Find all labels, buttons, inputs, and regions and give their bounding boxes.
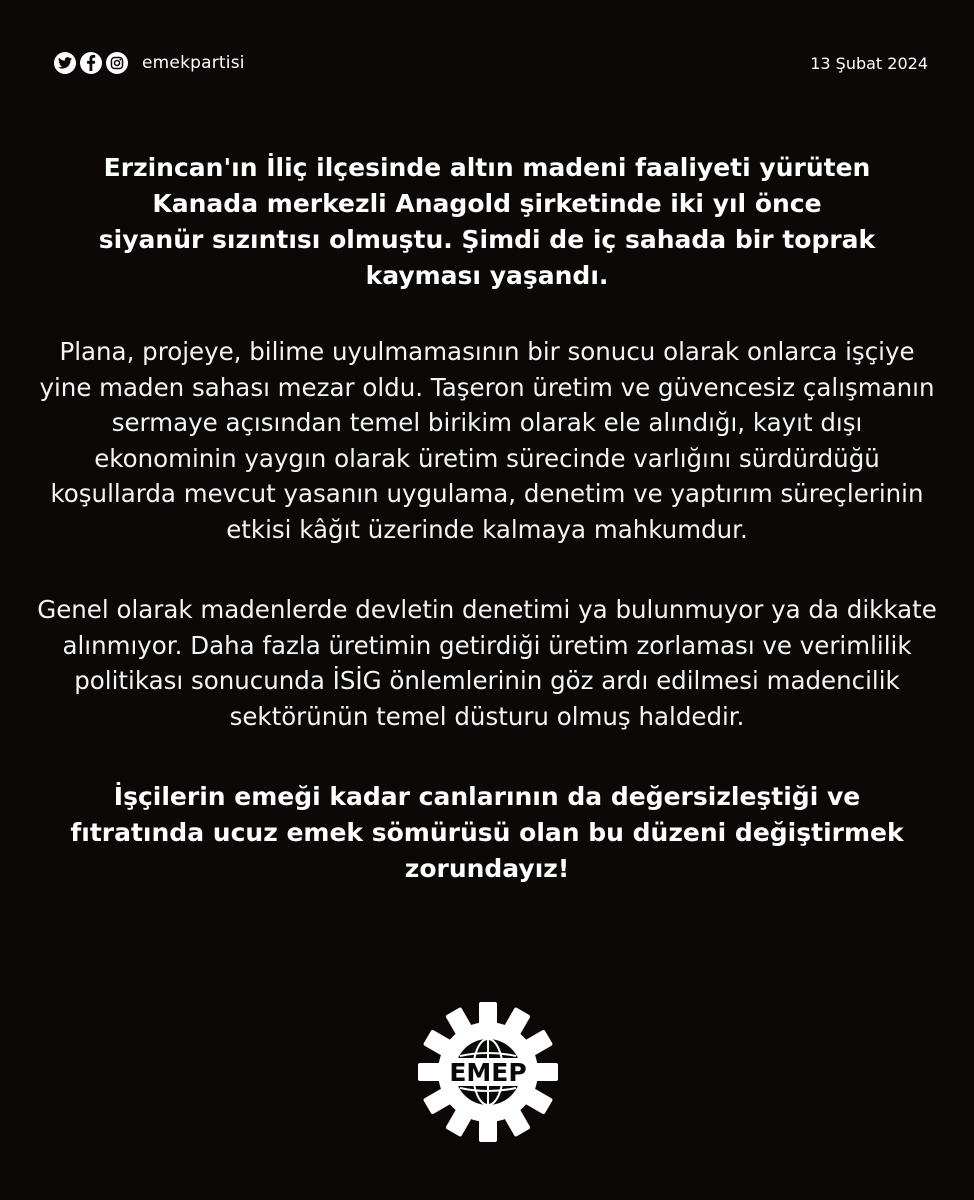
account-handle[interactable]: emekpartisi: [142, 53, 245, 73]
statement-body: [30, 150, 944, 887]
body-paragraph-2: Genel olarak madenlerde devletin denetimi ya bulunmuyor ya da dikkate alınmıyor. Daha fazla üretimin getirdiği üretim zorlaması ve verimlilik politikası sonucunda İSİG önlemlerinin göz ardı edilmesi madencilik sektörünün temel düsturu olmuş haldedir.: [37, 595, 937, 731]
logo-text: EMEP: [449, 1058, 527, 1087]
intro-paragraph: Erzincan'ın İliç ilçesinde altın madeni faaliyeti yürüten Kanada merkezli Anagold şirketinde iki yıl önce siyanür sızıntısı olmuştu. Şimdi de iç sahada bir toprak kayması yaşandı.: [98, 153, 876, 290]
instagram-icon[interactable]: [106, 52, 128, 74]
emep-logo: [416, 1000, 560, 1144]
facebook-icon[interactable]: [80, 52, 102, 74]
post-date: 13 Şubat 2024: [810, 53, 928, 73]
conclusion-paragraph: İşçilerin emeği kadar canlarının da değersizleştiği ve fıtratında ucuz emek sömürüsü olan bu düzeni değiştirmek zorundayız!: [70, 782, 904, 883]
twitter-icon[interactable]: [54, 52, 76, 74]
body-paragraph-1: Plana, projeye, bilime uyulmamasının bir sonucu olarak onlarca işçiye yine maden sahası mezar oldu. Taşeron üretim ve güvencesiz çalışmanın sermaye açısından temel birikim olarak ele alındığı, kayıt dışı ekonominin yaygın olarak üretim sürecinde varlığını sürdürdüğü koşullarda mevcut yasanın uygulama, denetim ve yaptırım süreçlerinin etkisi kâğıt üzerinde kalmaya mahkumdur.: [39, 337, 935, 544]
social-links: [54, 52, 245, 74]
header: [54, 48, 928, 78]
